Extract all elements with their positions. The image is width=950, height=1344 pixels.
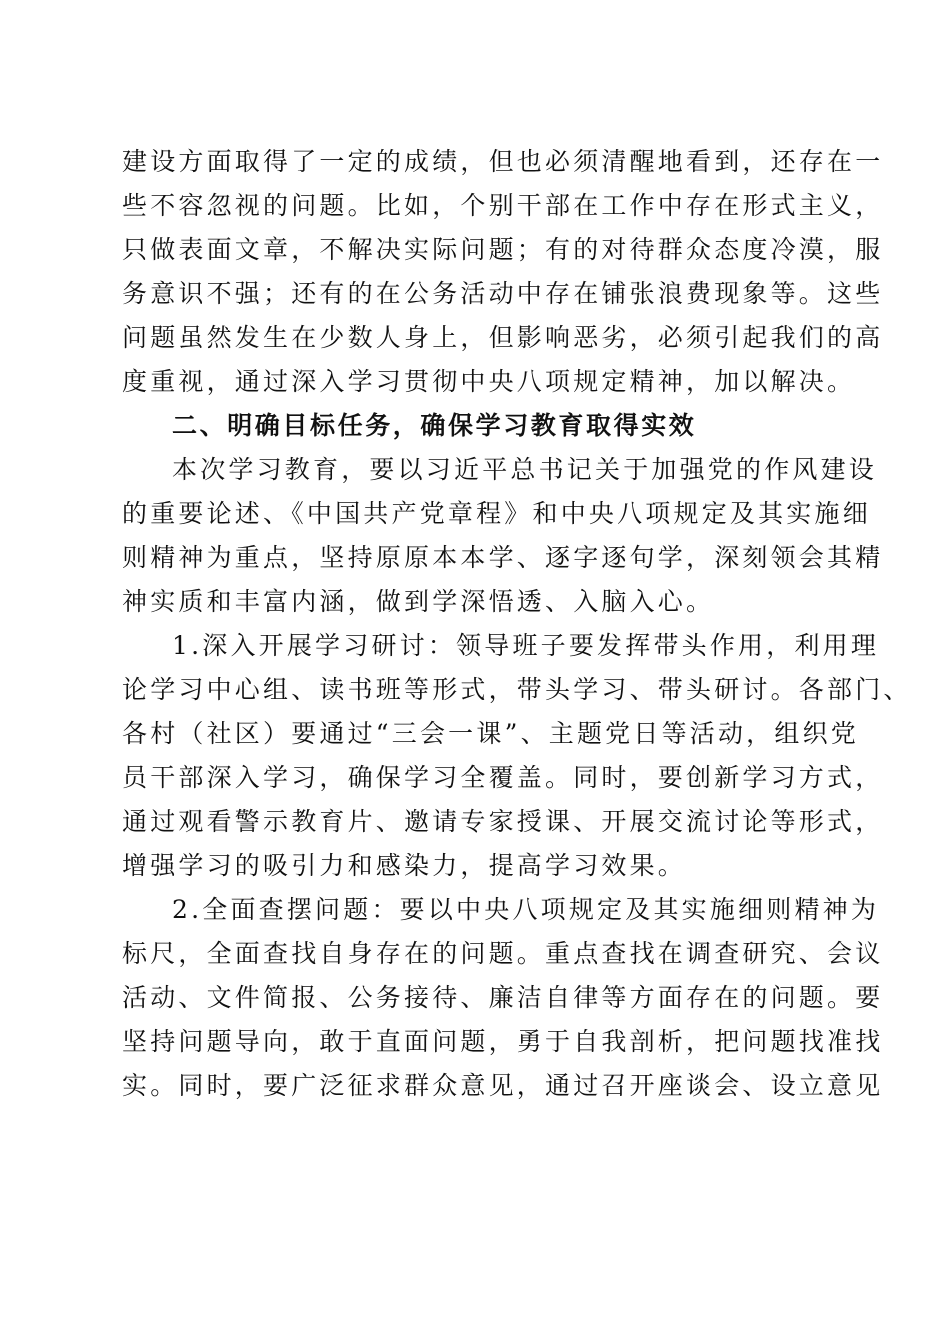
list-item-1-first-line: 1.深入开展学习研讨：领导班子要发挥带头作用，利用理	[172, 631, 880, 660]
body-line: 些不容忽视的问题。比如，个别干部在工作中存在形式主义，	[122, 191, 884, 220]
body-line: 只做表面文章，不解决实际问题；有的对待群众态度冷漠，服	[122, 235, 884, 264]
body-line: 神实质和丰富内涵，做到学深悟透、入脑入心。	[122, 587, 715, 616]
body-line: 通过观看警示教育片、邀请专家授课、开展交流讨论等形式，	[122, 807, 884, 836]
body-line: 活动、文件简报、公务接待、廉洁自律等方面存在的问题。要	[122, 983, 884, 1012]
body-line: 问题虽然发生在少数人身上，但影响恶劣，必须引起我们的高	[122, 323, 884, 352]
paragraph-first-line: 本次学习教育，要以习近平总书记关于加强党的作风建设	[172, 455, 878, 484]
body-line: 坚持问题导向，敢于直面问题，勇于自我剖析，把问题找准找	[122, 1027, 884, 1056]
body-line: 增强学习的吸引力和感染力，提高学习效果。	[122, 851, 687, 880]
body-line: 标尺，全面查找自身存在的问题。重点查找在调查研究、会议	[122, 939, 884, 968]
body-line: 则精神为重点，坚持原原本本学、逐字逐句学，深刻领会其精	[122, 543, 884, 572]
list-item-2-first-line: 2.全面查摆问题：要以中央八项规定及其实施细则精神为	[172, 895, 880, 924]
body-line: 论学习中心组、读书班等形式，带头学习、带头研讨。各部门、	[122, 675, 912, 704]
section-heading: 二、明确目标任务，确保学习教育取得实效	[172, 411, 697, 440]
body-line: 实。同时，要广泛征求群众意见，通过召开座谈会、设立意见	[122, 1071, 884, 1100]
body-line: 各村（社区）要通过“三会一课”、主题党日等活动，组织党	[122, 719, 859, 748]
document-body	[122, 140, 912, 1108]
body-line: 建设方面取得了一定的成绩，但也必须清醒地看到，还存在一	[122, 147, 884, 176]
body-line: 度重视，通过深入学习贯彻中央八项规定精神，加以解决。	[122, 367, 856, 396]
body-line: 的重要论述、《中国共产党章程》和中央八项规定及其实施细	[122, 499, 871, 528]
body-line: 务意识不强；还有的在公务活动中存在铺张浪费现象等。这些	[122, 279, 884, 308]
body-line: 员干部深入学习，确保学习全覆盖。同时，要创新学习方式，	[122, 763, 884, 792]
